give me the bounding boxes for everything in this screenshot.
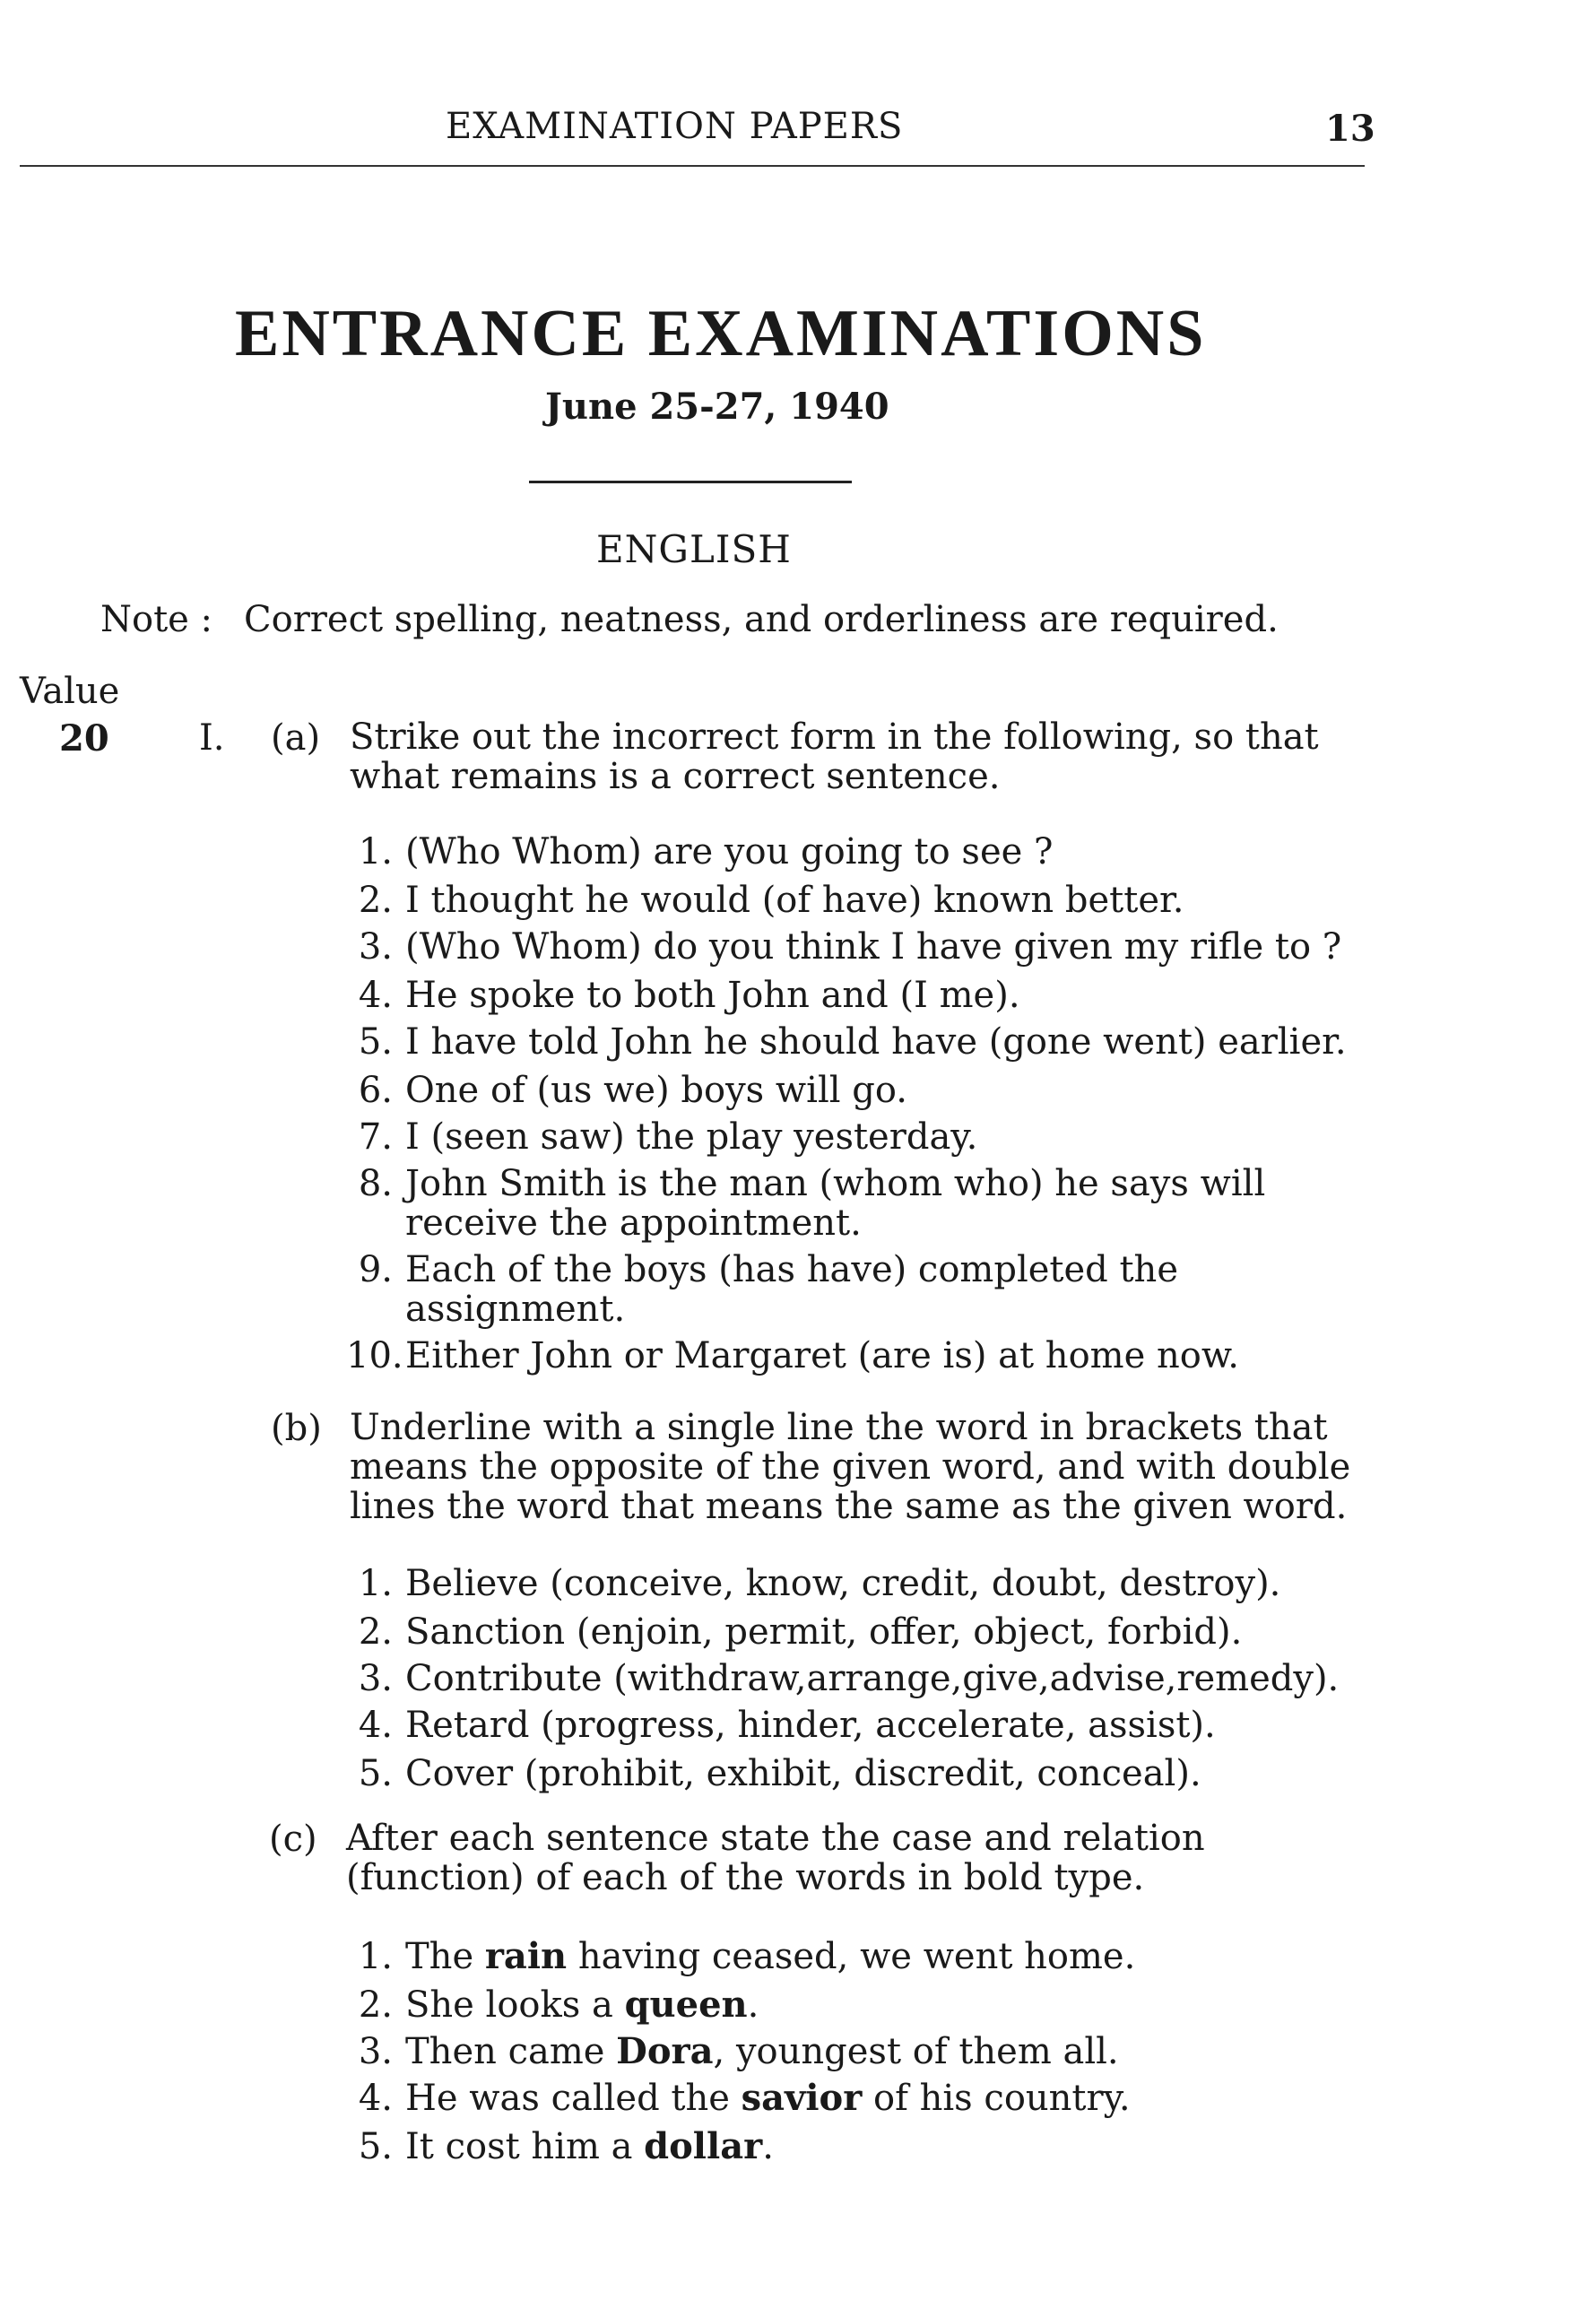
page-title: ENTRANCE EXAMINATIONS <box>235 297 1207 370</box>
exam-date: June 25-27, 1940 <box>545 386 889 428</box>
item-number: 3. <box>358 1658 393 1699</box>
note-text: Correct spelling, neatness, and orderliness are required. <box>244 599 1279 640</box>
subject-heading: ENGLISH <box>596 527 792 571</box>
item-text: Each of the boys (has have) completed the assignment. <box>405 1249 1178 1330</box>
item-text-pre: It cost him a <box>405 2126 645 2167</box>
title-divider <box>529 481 852 483</box>
item-number: 9. <box>358 1249 393 1290</box>
item-text: I (seen saw) the play yesterday. <box>405 1116 978 1158</box>
item-text: I thought he would (of have) known better. <box>405 880 1184 921</box>
item-text-pre: She looks a <box>405 1984 625 2026</box>
item-text: Believe (conceive, know, credit, doubt, destroy). <box>405 1563 1281 1604</box>
item-number: 4. <box>358 1705 393 1746</box>
part-b-instruction: Underline with a single line the word in brackets that means the opposite of the given word, and with double lines the word that means the same as the given word. <box>350 1407 1351 1527</box>
item-number: 6. <box>358 1070 393 1111</box>
item-number: 7. <box>358 1116 393 1158</box>
item-number: 4. <box>358 975 393 1016</box>
item-text: (Who Whom) do you think I have given my rifle to ? <box>405 926 1342 968</box>
bold-word: queen <box>624 1984 748 2026</box>
part-c-label: (c) <box>269 1819 317 1860</box>
part-a-label: (a) <box>271 717 321 759</box>
part-c-instruction: After each sentence state the case and relation (function) of each of the words in bold type. <box>346 1818 1205 1898</box>
item-number: 1. <box>358 831 393 873</box>
item-text <box>405 1985 1374 2025</box>
bold-word: Dora <box>616 2030 714 2072</box>
item-number: 5. <box>358 2126 393 2167</box>
bold-word: dollar <box>644 2125 763 2167</box>
part-b-label: (b) <box>271 1408 322 1449</box>
item-text-post: of his country. <box>862 2078 1131 2119</box>
page-number: 13 <box>1325 108 1375 150</box>
item-text: Cover (prohibit, exhibit, discredit, conceal). <box>405 1753 1201 1794</box>
item-number: 5. <box>358 1021 393 1063</box>
item-text <box>405 2079 1374 2118</box>
bold-word: rain <box>484 1935 568 1977</box>
part-a-instruction: Strike out the incorrect form in the following, so that what remains is a correct sentence. <box>350 716 1319 797</box>
item-number: 10. <box>346 1335 403 1376</box>
item-number: 2. <box>358 1984 393 2026</box>
item-text-pre: Then came <box>405 2031 617 2072</box>
item-text: Either John or Margaret (are is) at home now. <box>405 1335 1240 1376</box>
item-number: 8. <box>358 1163 393 1204</box>
item-text: I have told John he should have (gone went) earlier. <box>405 1021 1347 1063</box>
item-text <box>405 2032 1374 2071</box>
item-text: Retard (progress, hinder, accelerate, assist). <box>405 1705 1216 1746</box>
note-label: Note : <box>100 599 213 640</box>
item-text-post: . <box>762 2126 774 2167</box>
item-number: 1. <box>358 1936 393 1977</box>
item-number: 2. <box>358 1611 393 1653</box>
item-text-post: , youngest of them all. <box>713 2031 1119 2072</box>
question-number: I. <box>199 717 225 759</box>
item-text-pre: He was called the <box>405 2078 742 2119</box>
item-number: 3. <box>358 2031 393 2072</box>
item-number: 3. <box>358 926 393 968</box>
item-text: Sanction (enjoin, permit, offer, object, forbid). <box>405 1611 1243 1653</box>
item-text: John Smith is the man (whom who) he says will receive the appointment. <box>405 1163 1266 1244</box>
bold-word: savior <box>741 2077 863 2119</box>
value-amount: 20 <box>59 717 109 760</box>
item-number: 4. <box>358 2078 393 2119</box>
item-text <box>405 1937 1374 1976</box>
item-text: He spoke to both John and (I me). <box>405 975 1020 1016</box>
item-number: 5. <box>358 1753 393 1794</box>
item-text-pre: The <box>405 1936 485 1977</box>
item-number: 1. <box>358 1563 393 1604</box>
running-head: EXAMINATION PAPERS <box>446 106 904 147</box>
item-text-post: having ceased, we went home. <box>567 1936 1136 1977</box>
item-text: (Who Whom) are you going to see ? <box>405 831 1054 873</box>
item-text <box>405 2127 1374 2166</box>
value-label: Value <box>20 671 120 712</box>
item-number: 2. <box>358 880 393 921</box>
item-text-post: . <box>747 1984 759 2026</box>
header-rule <box>20 165 1365 167</box>
item-text: Contribute (withdraw,arrange,give,advise,remedy). <box>405 1658 1340 1699</box>
item-text: One of (us we) boys will go. <box>405 1070 907 1111</box>
